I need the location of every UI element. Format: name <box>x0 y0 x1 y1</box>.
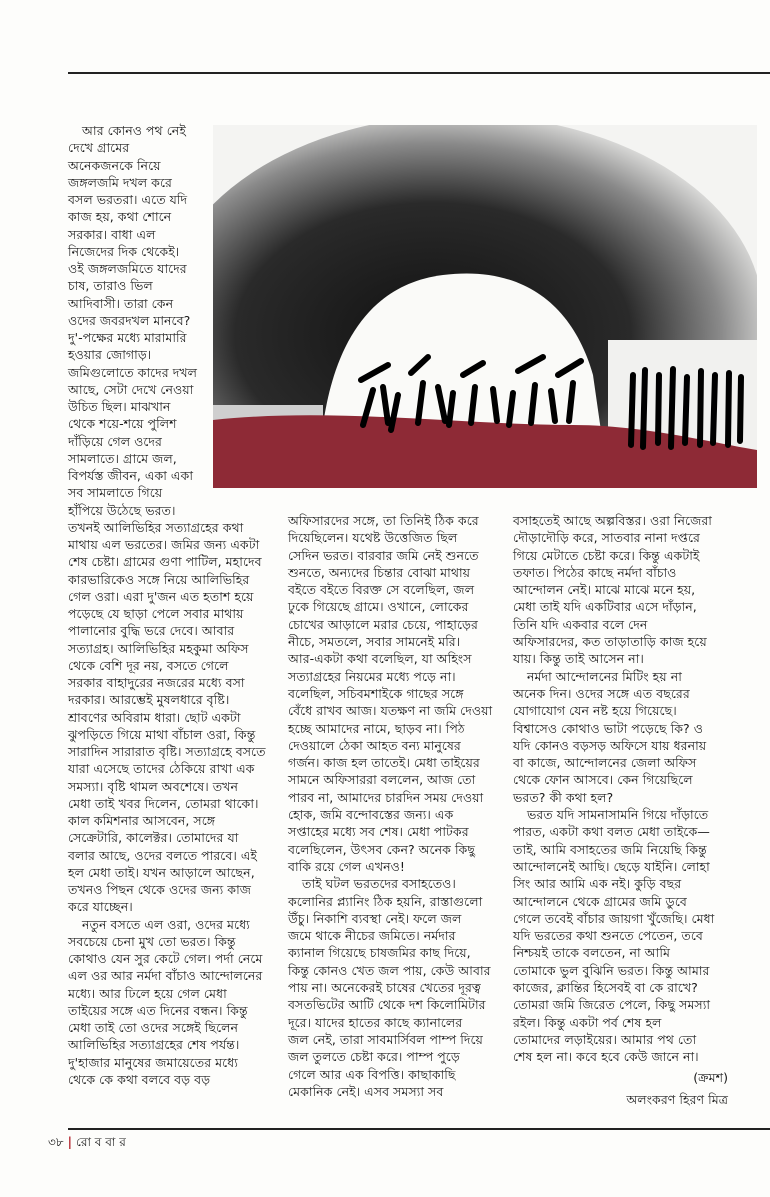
text-line: নর্মদা আন্দোলনের মিটিং হয় না <box>527 668 682 684</box>
text-line: তোমরা জমি জিরেত পেলে, কিছু সমস্যা <box>513 997 711 1013</box>
text-line: ওদের জবরদখল মানবে? <box>68 312 191 328</box>
text-line: জমিগুলোতে কাদের দখল <box>68 364 197 380</box>
text-line: যায়। কিন্তু তাই আসেন না। <box>513 651 644 667</box>
text-line: পারত, একটা কথা বলত মেধা তাইকে— <box>513 824 710 840</box>
text-line: তোমাদের লড়াইয়ের। আমার পথ তো <box>513 1031 697 1047</box>
text-line: তাই ঘটল ভরতদের বসাহতেও। <box>302 876 456 892</box>
text-line: পারব না, আমাদের চারদিন সময় দেওয়া <box>288 789 484 805</box>
text-line: মধ্যে। আর ঢিলে হয়ে গেল মেধা <box>68 985 227 1001</box>
text-line: নতুন বসতে এল ওরা, ওদের মধ্যে <box>82 916 250 932</box>
text-line: দু'হাজার মানুষের জমায়েতের মধ্যে <box>68 1054 238 1070</box>
text-line: দিয়েছিলেন। যথেষ্ট উত্তেজিত ছিল <box>288 530 458 546</box>
text-line: থেকে ফোন আসবে। কেন গিয়েছিলে <box>513 772 693 788</box>
text-line: আছে, সেটা দেখে নেওয়া <box>68 381 194 397</box>
text-line: সেক্রেটারি, কালেক্টর। তোমাদের যা <box>68 830 239 846</box>
text-line: আন্দোলনেই আছি। ছেড়ে যাইনি। লোহা <box>513 858 710 874</box>
article-illustration <box>213 125 757 488</box>
article-column-2 <box>288 512 492 1100</box>
text-line: শেষ হল না। কবে হবে কেউ জানে না। <box>513 1049 699 1065</box>
text-line: থেকে কে কথা বলবে বড় বড় <box>68 1071 211 1087</box>
text-line: বসতভিটের আটি থেকে দশ কিলোমিটার <box>288 997 486 1013</box>
text-line: উঁচু। নিকাশি ব্যবস্থা নেই। ফলে জল <box>288 910 462 926</box>
text-line: অনেক দিন। ওদের সঙ্গে এত বছরের <box>513 685 690 701</box>
text-line: আলিভিহির সত্যাগ্রহের শেষ পর্যন্ত। <box>68 1037 240 1053</box>
text-line: জল তুলতে চেষ্টা করে। পাম্প পুড়ে <box>288 1049 460 1065</box>
text-line: শ্রাবণের অবিরাম ধারা। ছোট একটা <box>68 709 241 725</box>
text-line: কোথাও যেন সুর কেটে গেল। পর্দা নেমে <box>68 951 263 966</box>
text-line: এল ওর আর নর্মদা বাঁচাও আন্দোলনের <box>68 968 263 984</box>
text-line: তাই, আমি বসাহতের জমি নিয়েছি কিন্তু <box>513 841 707 857</box>
text-line: হাঁপিয়ে উঠেছে ভরত। <box>68 502 176 518</box>
text-line: নীচে, সমতলে, সবার সামনেই মরি। <box>288 634 461 650</box>
text-line: তফাত। পিঠের কাছে নর্মদা বাঁচাও <box>513 564 677 580</box>
text-line: সপ্তাহের মধ্যে সব শেষ। মেধা পাটকর <box>288 824 469 840</box>
text-line: অফিসারদের, কত তাড়াতাড়ি কাজ হয়ে <box>513 634 707 650</box>
text-line: হল মেধা তাই। যখন আড়ালে আছেন, <box>68 864 255 880</box>
text-line: ওই জঙ্গলজমিতে যাদের <box>68 261 187 276</box>
text-line: কলোনির প্ল্যানিং ঠিক হয়নি, রাস্তাগুলো <box>288 893 483 909</box>
text-line: দেখে গ্রামের <box>68 140 130 156</box>
text-line: নিজেদের দিক থেকেই। <box>68 243 180 259</box>
footer-separator: | <box>67 1135 72 1149</box>
text-line: সত্যাগ্রহ। আলিভিহির মহকুমা অফিস <box>68 640 249 656</box>
text-line: বলেছিল, সচিবমশাইকে গাছের সঙ্গে <box>288 685 464 701</box>
to-be-continued-note: (ক্রমশ) <box>693 1070 728 1085</box>
text-line: কারভারিকেও সঙ্গে নিয়ে আলিভিহির <box>68 571 250 587</box>
text-line: বলার আছে, ওদের বলতে পারবে। এই <box>68 847 257 863</box>
text-line: জঙ্গলজমি দখল করে <box>68 174 172 190</box>
text-line: তিনি যদি একবার বলে দেন <box>513 616 648 632</box>
text-line: জল নেই, তারা সাবমার্সিবল পাম্প দিয়ে <box>288 1031 483 1047</box>
text-line: মাথায় এল ভরতের। জমির জন্য একটা <box>68 537 260 552</box>
text-line: দরকার। আরম্ভেই মুষলধারে বৃষ্টি। <box>68 692 230 708</box>
text-line: অনেকজনকে নিয়ে <box>68 157 161 173</box>
text-line: বেঁধে রাখব আজ। যতক্ষণ না জমি দেওয়া <box>288 703 493 719</box>
text-line: ভরত? কী কথা হল? <box>513 789 614 805</box>
text-line: দাঁড়িয়ে গেল ওদের <box>68 433 162 449</box>
text-line: করে যাচ্ছেন। <box>68 899 133 915</box>
text-line: গেলে আর এক বিপত্তি। কাছাকাছি <box>288 1066 456 1082</box>
text-line: তোমাকে ভুল বুঝিনি ভরত। কিন্তু আমার <box>513 962 710 978</box>
text-line: উচিত ছিল। মাঝখান <box>68 399 171 414</box>
text-line: বিপর্যস্ত জীবন, একা একা <box>68 468 193 483</box>
text-line: মেধা তাই খবর দিলেন, তোমরা থাকো। <box>68 795 259 811</box>
top-rule <box>68 72 770 74</box>
text-line: কাজের, ক্লান্তির হিসেবই বা কে রাখে? <box>513 980 698 996</box>
text-line: ঢুকে গিয়েছে গ্রামে। ওখানে, লোকের <box>288 599 469 615</box>
text-line: কিন্তু কোনও খেত জল পায়, কেউ আবার <box>288 962 491 978</box>
text-line: কাল কমিশনার আসবেন, সঙ্গে <box>68 813 216 828</box>
text-line: সেদিন ভরত। বারবার জমি নেই শুনতে <box>288 547 479 563</box>
page-footer <box>48 1134 126 1154</box>
article-column-3 <box>513 512 714 1066</box>
text-line: সমস্যা। বৃষ্টি থামল অবশেষে। তখন <box>68 778 238 794</box>
text-line: বইতে বইতে বিরক্ত সে বলেছিল, জল <box>288 582 475 598</box>
text-line: পায় না। অনেকেরই চাষের খেতের দূরত্ব <box>288 980 481 996</box>
text-line: বাকি রয়ে গেল এখনও! <box>288 858 405 874</box>
text-line: সামলাতে। গ্রামে জল, <box>68 450 177 466</box>
text-line: অফিসারদের সঙ্গে, তা তিনিই ঠিক করে <box>288 513 479 528</box>
text-line: সবচেয়ে চেনা মুখ তো ভরত। কিন্তু <box>68 933 236 949</box>
text-line: হোক, জমি বন্দোবস্তের জন্য। এক <box>288 807 454 823</box>
text-line: হচ্ছে আমাদের নামে, ছাড়ব না। পিঠ <box>288 720 465 736</box>
text-line: দূরে। যাদের হাতের কাছে ক্যানালের <box>288 1014 463 1030</box>
text-line: দেওয়ালে ঠেকা আহত বন্য মানুষের <box>288 737 461 753</box>
text-line: বসল ভরতরা। এতে যদি <box>68 192 188 207</box>
text-line: শেষ চেষ্টা। গ্রামের গুণা পাটিল, মহাদেব <box>68 554 262 570</box>
text-line: আর কোনও পথ নেই <box>82 123 186 138</box>
text-line: গেলে তবেই বাঁচার জায়গা খুঁজেছি। মেধা <box>513 910 715 926</box>
text-line: থেকে শয়ে-শয়ে পুলিশ <box>68 416 177 432</box>
text-line: তখনও পিছন থেকে ওদের জন্য কাজ <box>68 882 251 897</box>
text-line: তাইয়ের সঙ্গে এত দিনের বন্ধন। কিন্তু <box>68 1002 248 1018</box>
text-line: গিয়ে মেটাতে চেষ্টা করে। কিন্তু একটাই <box>513 547 700 563</box>
text-line: দু'-পক্ষের মধ্যে মারামারি <box>68 330 187 345</box>
bottom-rule <box>68 1128 770 1130</box>
illustration-credit: অলংকরণ হিরণ মিত্র <box>626 1092 728 1107</box>
text-line: বিশ্বাসেও কোথাও ভাটা পড়েছে কি? ও <box>513 720 703 736</box>
text-line: চোখের আড়ালে মরার চেয়ে, পাহাড়ের <box>288 616 478 632</box>
text-line: গেল ওরা। এরা দু'জন এত হতাশ হয়ে <box>68 588 254 604</box>
text-line: পালানোর বুদ্ধি ভরে দেবে। আবার <box>68 623 235 639</box>
text-line: সত্যাগ্রহের নিয়মের মধ্যে পড়ে না। <box>288 668 456 684</box>
text-line: ক্যানাল গিয়েছে চাষজমির কাছ দিয়ে, <box>288 945 471 961</box>
text-line: যারা এসেছে তাদের ঠেকিয়ে রাখা এক <box>68 761 255 777</box>
text-line: বা কাজে, আন্দোলনের জেলা অফিস <box>513 755 697 771</box>
text-line: আদিবাসী। তারা কেন <box>68 295 174 311</box>
text-line: তখনই আলিভিহির সত্যাগ্রহের কথা <box>68 519 244 535</box>
text-line: আর-একটা কথা বলেছিল, যা অহিংস <box>288 651 472 667</box>
text-line: সারাদিন সারারাত বৃষ্টি। সত্যাগ্রহে বসতে <box>68 744 266 759</box>
text-line: কাজ হয়, কথা শোনে <box>68 209 172 225</box>
text-line: নিশ্চয়ই তাকে বলতেন, না আমি <box>513 945 670 961</box>
text-line: সব সামলাতে গিয়ে <box>68 485 163 501</box>
text-line: পড়েছে যে ছাড়া পেলে সবার মাথায় <box>68 606 244 621</box>
text-line: দৌড়াদৌড়ি করে, সাতবার নানা দপ্তরে <box>513 530 700 546</box>
article-column-1 <box>68 122 266 1088</box>
text-line: মেধা তাই যদি একটিবার এসে দাঁড়ান, <box>513 599 697 615</box>
text-line: যদি কোনও বড়সড় অফিসে যায় ধরনায় <box>513 737 707 753</box>
text-line: ভরত যদি সামনাসামনি গিয়ে দাঁড়াতে <box>527 807 709 823</box>
text-line: সরকার। বাধা এল <box>68 226 156 242</box>
text-line: বসাহতেই আছে অল্পবিস্তর। ওরা নিজেরা <box>513 513 712 528</box>
text-line: জমে থাকে নীচের জমিতে। নর্মদার <box>288 928 456 944</box>
text-line: সরকার বাহাদুরের নজরের মধ্যে বসা <box>68 675 245 690</box>
text-line: মেধা তাই তো ওদের সঙ্গেই ছিলেন <box>68 1020 239 1035</box>
text-line: রইল। কিন্তু একটা পর্ব শেষ হল <box>513 1014 662 1030</box>
text-line: শুনতে, অন্যদের চিন্তার বোঝা মাথায় <box>288 564 471 580</box>
text-line: ঝুপড়িতে গিয়ে মাথা বাঁচাল ওরা, কিন্তু <box>68 726 256 742</box>
text-line: সামনে অফিসাররা বললেন, আজ তো <box>288 772 476 788</box>
text-line: মেকানিক নেই। এসব সমস্যা সব <box>288 1083 444 1099</box>
text-line: আন্দোলনে থেকে গ্রামের জমি ডুবে <box>513 893 687 909</box>
page-number: ৩৮ <box>48 1135 64 1149</box>
text-line: যোগাযোগ যেন নষ্ট হয়ে গিয়েছে। <box>513 703 677 719</box>
text-line: সিং আর আমি এক নই। কুড়ি বছর <box>513 876 682 892</box>
text-line: বলেছিলেন, উৎসব কেন? অনেক কিছু <box>288 841 475 857</box>
text-line: থেকে বেশি দূর নয়, বসতে গেলে <box>68 657 229 673</box>
magazine-name: রো ব বা র <box>75 1135 126 1149</box>
text-line: চাষ, তারাও ভিল <box>68 278 153 294</box>
text-line: গর্জন। কাজ হল তাতেই। মেধা তাইয়ের <box>288 755 480 771</box>
text-line: আন্দোলন নেই। মাঝে মাঝে মনে হয়, <box>513 582 696 598</box>
text-line: হওয়ার জোগাড়। <box>68 347 152 363</box>
text-line: যদি ভরতের কথা শুনতে পেতেন, তবে <box>513 928 703 944</box>
